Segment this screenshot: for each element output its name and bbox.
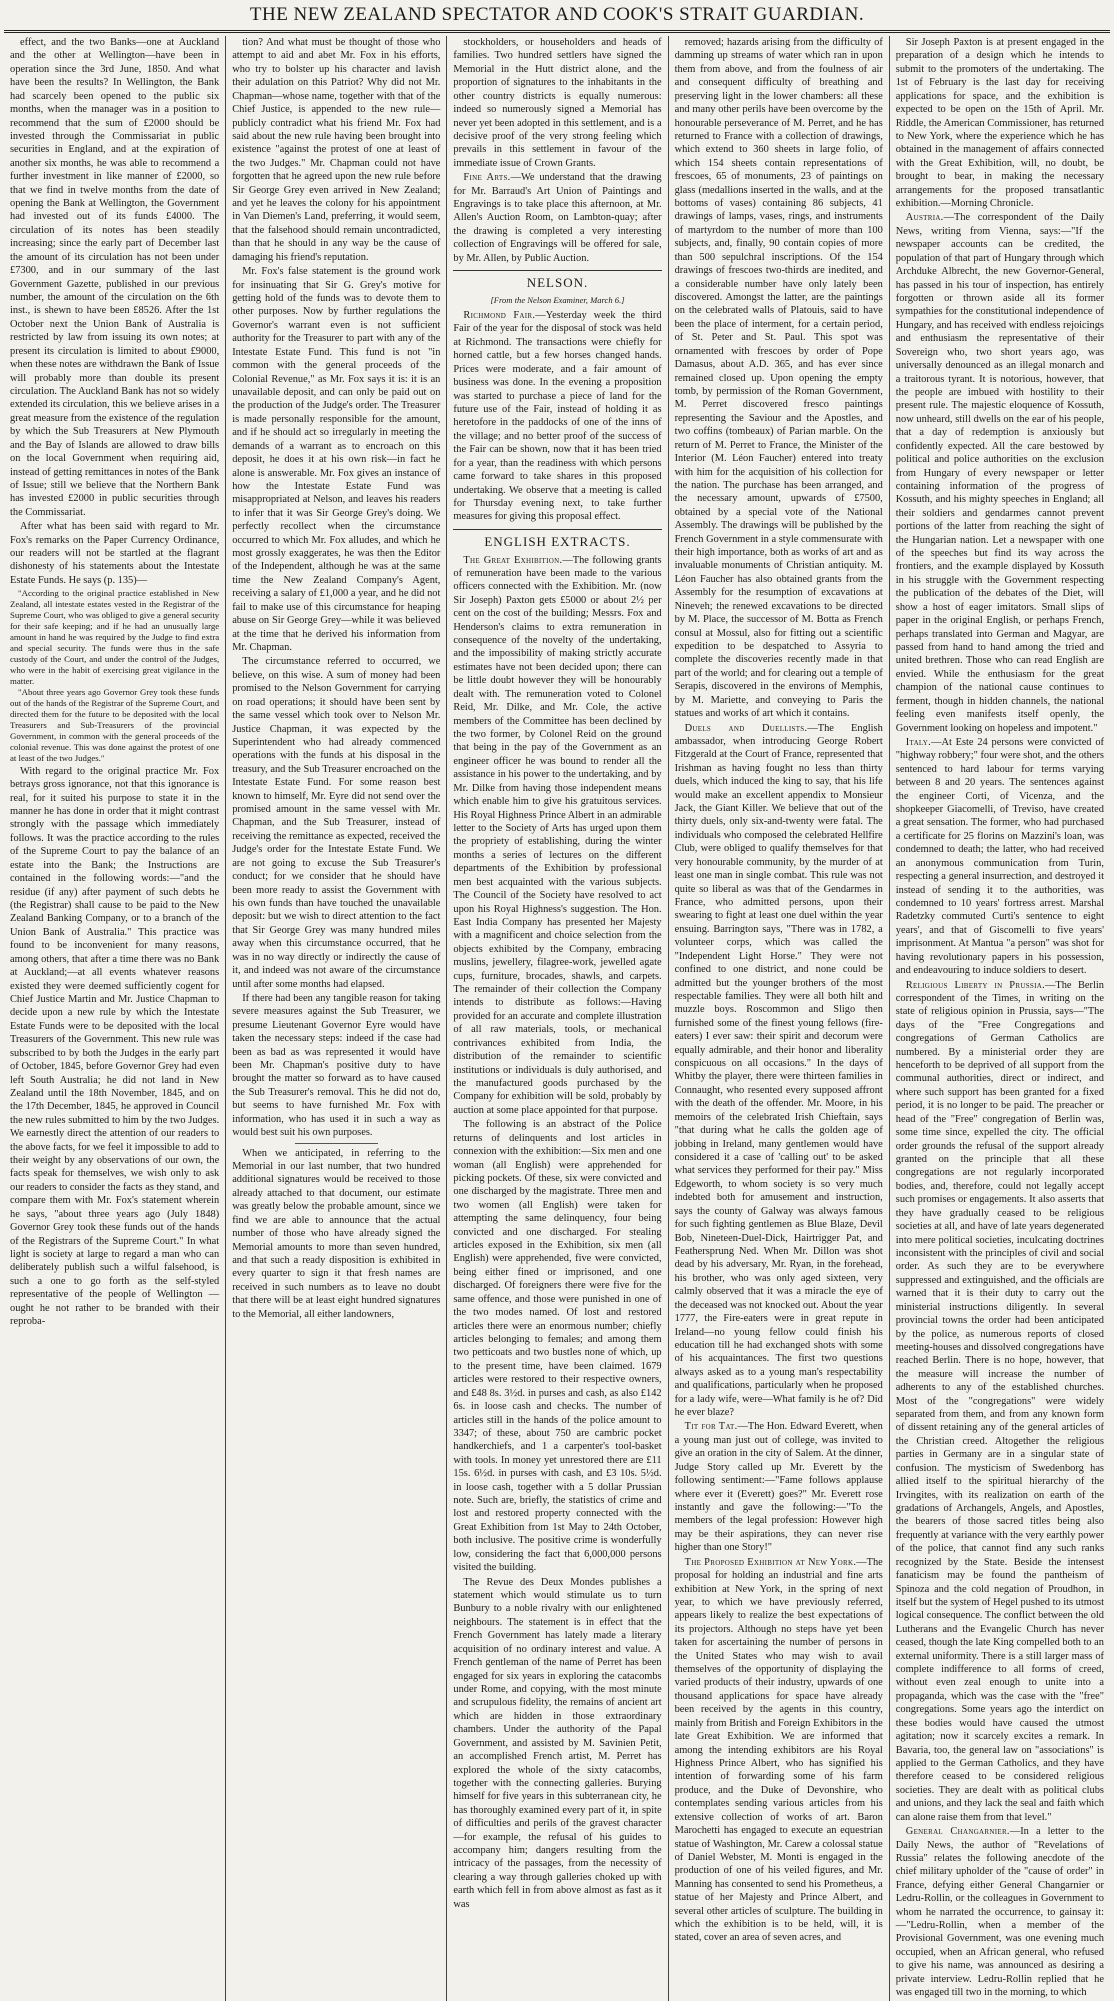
column-3 (446, 36, 667, 2001)
article-heading: Fine Arts. (463, 172, 511, 184)
article-heading: General Changarnier. (905, 1826, 1010, 1838)
column-5 (889, 36, 1110, 2001)
italy-paragraph (896, 736, 1104, 978)
paragraph: After what has been said with regard to Mr. Fox's remarks on the Paper Currency Ordinance, our readers will not be startled at the flagrant dishonesty of his statements about the Intestate Estate Funds. He says (p. 135)— (10, 521, 220, 586)
quoted-paragraph: "About three years ago Governor Grey took these funds out of the hands of the Registrar of the Supreme Court, and directed them for the future to be deposited with the local Treasurers and Sub-Treasurers of the provincial Government, in common with the general proceeds of the colonial revenue. This was done against the protest of one at least of the two Judges." (10, 687, 220, 763)
paragraph: Mr. Fox's false statement is the ground work for insinuating that Sir G. Grey's motive for getting hold of the funds was to devote them to other purposes. Now by further regulations the Governor's warrant even is not sufficient authority for the Treasurer to part with any of the Intestate Estate Fund. This fund is not "in common with the general proceeds of the Colonial Revenue," as Mr. Fox says it is: it is an unavailable deposit, and can only be paid out on the production of the Judge's order. The Treasurer is made personally responsible for the amount, and if he should act so irregularly in meeting the demands of a warrant as to encroach on this deposit, he does it at his own risk—in fact he alone is answerable. Mr. Fox gives an instance of how the Intestate Estate Fund was misappropriated at Nelson, and leaves his readers to infer that it was Sir George Grey's doing. We perfectly recollect when the circumstance occurred to which Mr. Fox alludes, and which he most grossly exaggerates, he was then the Editor of the Independent, although he was at the same time the New Zealand Company's Agent, receiving a salary of £1,000 a year, and he did not fail to make use of this circumstance for heaping abuse on Sir George Grey—while it was believed at the time that he derived his information from Mr. Chapman. (232, 266, 441, 653)
article-text: —The Hon. Edward Everett, when a young man just out of college, was invited to give an oration in the city of Salem. At the dinner, Judge Story called up Mr. Everett by the following sentiment:—"Fame follows applause where ever it (Everett) goes?" Mr. Everett rose instantly and gave the following:—"To the members of the legal profession: However high may be their aspirations, they can never rise higher than one Story!" (674, 1421, 883, 1554)
article-text: —The proposal for holding an industrial and fine arts exhibition at New York, in the spring of next year, to which we have previously referred, appears likely to realize the best expectations of its projectors. Although no steps have yet been taken for ascertaining the number of persons in the United States who may wish to avail themselves of the opportunity of displaying the varied products of their industry, upwards of one thousand applications for space have already been received by the agents in this country, mainly from British and Foreign Exhibitors in the late Great Exhibition. We are informed that among the intending exhibitors are his Royal Highness Prince Albert, who has signified his intention of forwarding some of his farm produce, and the Duke of Devonshire, who contemplates sending various articles from his extensive collection of works of art. Baron Marochetti has engaged to execute an equestrian statue of Washington, Mr. Carew a colossal statue of Daniel Webster, M. Monti is engaged in the production of one of his veiled figures, and Mr. Manning has consented to send his Prometheus, a statue of her Majesty and Prince Albert, and several other articles of sculpture. The building in which the exhibition is to be held, will, it is stated, cover an area of seven acres, and (674, 1556, 883, 1944)
article-text: —The English ambassador, when introducing George Robert Fitzgerald at the Court of France, represented that Irishman as having fought no less than thirty duels, which induced the king to say, that his life would make an excellent appendix to Monsieur Jack, the Giant Killer. We believe that out of the thirty duels, only six-and-twenty were fatal. The individuals who composed the celebrated Hellfire Club, were obliged to qualify themselves for that very honourable community, by the murder of at least one man in single combat. This rule was not quite so liberal as was that of the Gendarmes in France, who admitted persons, upon their swearing to fight at least one duel within the year ensuing. Barrington says, "There was in 1782, a volunteer corps, which was called the "Independent Light Horse." They were not confined to one district, and none could be admitted but the younger brothers of the most respectable families. They were all both hilt and muzzle boys. Roscommon and Sligo then furnished some of the finest young fellows (fire-eaters) I ever saw: their spirit and decorum were equally admirable, and their honor and liberality conspicuous on all occasions." In the days of Whitby the player, there were thirteen families in Connaught, who resented every supposed affront with the death of the offender. Mr. Moore, in his memoirs of the celebrated Irish Chieftain, says "that during what he calls the golden age of jobbing in Ireland, many gentlemen would have considered it a case of 'calling out' to be asked what services they performed for their pay." Miss Edgeworth, to whom society is so very much indebted both for amusement and instruction, says the county of Galway was always famous for such fighting gentlemen as Blue Blaze, Devil Bob, Nineteen-Duel-Dick, Hairtrigger Pat, and Feathersprung Ned. When Mr. Dillon was shot dead by his adversary, Mr. Ryan, in the forehead, his brother, who was only aged sixteen, very calmly observed that it was a miracle the eye of the deceased was not knocked out. About the year 1777, the Fire-eaters were in great repute in Ireland—no young fellow could finish his education till he had exchanged shots with some of his acquaintances. The first two questions always asked as to a young man's respectability and qualifications, particularly when he proposed for a lady wife, were—What family is he of? Did he ever blaze? (674, 722, 883, 1419)
article-text: —We understand that the drawing for Mr. Barraud's Art Union of Paintings and Engravings is to take place this afternoon, at Mr. Allen's Auction Room, on Lambton-quay; after the drawing is completed a very interesting collection of Engravings will be offered for sale, by Mr. Allen, by Public Auction. (453, 172, 662, 264)
paragraph: When we anticipated, in referring to the Memorial in our last number, that two hundred additional signatures would be received to those already attached to that document, our estimate was greatly below the probable amount, since we find we are able to announce that the actual number of those who have already signed the Memorial amounts to more than seven hundred, and that such a ready disposition is exhibited in every quarter to sign it that fresh names are received in such numbers as to leave no doubt that there will be at least eight hundred signatures to the Memorial, all either landowners, (232, 1147, 441, 1320)
columns (4, 36, 1110, 1999)
section-title-english-extracts: ENGLISH EXTRACTS. (453, 529, 661, 553)
column-2 (225, 36, 446, 2001)
paragraph: effect, and the two Banks—one at Auckland and the other at Wellington—have been in operation since the 3rd June, 1850. And what have been the results? In Wellington, the Bank had scarcely been opened to the public six months, when the manager was in a position to recommend that the sum of £2000 should be invested through the Commissariat in public securities in England, and at the expiration of another six months, he was able to recommend a further investment in like manner of £2000, so that we find in twelve months from the date of opening the Bank at Wellington, the Government had invested out of its funds £4000. The circulation of its notes has been steadily increasing; since the early part of December last the amount of its circulation has not been under £7300, and in our summary of the last Government Gazette, published in our previous number, the amount of the circulation on the 6th inst., is shewn to have been £8526. After the 1st October next the Union Bank of Australia is restricted by law from issuing its own notes; at present its circulation is limited to about £9000, when these notes are withdrawn the Bank of Issue will probably more than double its present circulation. The Auckland Bank has not so widely extended its circulation, this we believe arises in a great measure from the existence of the regulation by which the Sub Treasurers at New Plymouth and the Bay of Islands are allowed to draw bills on the local Government when requiring aid, instead of getting remittances in notes of the Bank of Issue; still we believe that the Northern Bank has invested £2000 in public securities through the Commissariat. (10, 37, 220, 518)
paragraph: removed; hazards arising from the difficulty of damming up streams of water which ran in upon them from above, and from the foulness of air and consequent difficulty of breathing and preserving light in the lower chambers: all these and many other perils have been overcome by the honourable perseverance of M. Perret, and he has returned to France with a collection of drawings, which extend to 360 sheets in large folio, of which 154 sheets contain representations of frescoes, 65 of monuments, 23 of paintings on glass (medallions inserted in the walls, and at the bottoms of vases) containing 86 subjects, 41 drawings of lamps, vases, rings, and instruments of martyrdom to the number of more than 100 subjects, and, finally, 90 contain copies of more than 500 sepulchral inscriptions. Of the 154 drawings of frescoes two-thirds are inedited, and a considerable number have only lately been discovered. Amongst the latter, are the paintings on the celebrated walls of Platouis, said to have been the place of interment, for a certain period, of St. Peter and St. Paul. This spot was ornamented with frescoes by order of Pope Damasus, about A.D. 365, and has ever since remained closed up. Upon opening the empty tomb, by permission of the Roman Government, M. Perret discovered fresco paintings representing the Saviour and the Apostles, and two coffins (tombeaux) of Parian marble. On the return of M. Perret to France, the Minister of the Interior (M. Léon Faucher) entered into treaty with him for the acquisition of his collection for the nation. The purchase has been arranged, and the necessary amount, upwards of £7500, obtained by a special vote of the National Assembly. The drawings will be published by the French Government in a style commensurate with their high importance, both as works of art and as invaluable monuments of Christian antiquity. M. Léon Faucher has also obtained grants from the Assembly for the resumption of excavations at Nineveh; the renewed excavations to be directed by M. Place, the successor of M. Botta as French consul at Mossul, also for fitting out a scientific expedition to be despatched to Assyria to complete the discoveries recently made in that part of the world; and for clearing out a temple of Serapis, discovered in the environs of Memphis, by M. Mariette, and conveying to Paris the statues and works of art which it contains. (674, 37, 883, 720)
exhibition-ny-paragraph (675, 1556, 883, 1945)
paragraph: With regard to the original practice Mr. Fox betrays gross ignorance, not that this ignorance is real, for it suited his purpose to state it in the manner he has done in order that it might contrast strongly with the passage which immediately follows. It was the practice according to the rules of the Supreme Court to pay the balance of an estate into the Bank; the Instructions are contained in the following words:—"and the residue (if any) after payment of such debts he (the Registrar) shall cause to be paid to the New Zealand Banking Company, or to a branch of the Union Bank of Australia." This practice was found to be inconvenient for many reasons, among others, that after a time there was no Bank at Auckland;—at all events whatever reasons existed they were deemed sufficiently cogent for Chief Justice Martin and Mr. Justice Chapman to decide upon a new rule by which the Intestate Estate Funds were to be deposited with the local Treasurers of the Government. This new rule was subscribed to by both the Judges in the early part of October, 1845, before Governor Grey had even left South Australia; he did not land in New Zealand until the 18th November, 1845, and on the 17th December, 1845, he approved in Council the new rules submitted to him by the two Judges. We earnestly direct the attention of our readers to the above facts, for we feel it impossible to add to their weight by any observations of our own, the facts speak for themselves, we wish only to ask our readers to consider the facts as they stand, and compare them with Mr. Fox's statement wherein he says, "about three years ago (July 1848) Governor Grey took these funds out of the hands of the Registrars of the Supreme Court." In what light is society at large to regard a man who can deliberately publish such a wilful falsehood, is such a one to go forth as the self-styled representative of the people of Wellington — ought he not rather to be branded with their reproba- (10, 765, 220, 1328)
paragraph: The following is an abstract of the Police returns of delinquents and lost articles in connexion with the exhibition:—Six men and one woman (all English) were apprehended for picking pockets. Of these, six were convicted and one discharged by the magistrate. Three men and two women (all English) were taken for attempting the same delinquency, four being convicted and one discharged. For stealing articles exposed in the Exhibition, six men (all English) were apprehended, five were convicted, being either fined or imprisoned, and one discharged. Of foreigners there were five for the same offence, and those were punished in one of the two modes named. Of lost and restored articles there were an enormous number; chiefly articles belonging to females; and among them two petticoats and two bustles none of which, up to the present time, have been claimed. 1679 articles were restored to their respective owners, and £48 8s. 3½d. in purses and cash, as also £142 6s. in loose cash and checks. The number of articles still in the hands of the police amount to 3347; of these, about 750 are cambric pocket handkerchiefs, and 1 a carpenter's tool-basket with tools. In money yet unrestored there are £11 15s. 6½d. in purses with cash, and £3 10s. 5½d. in loose cash, together with a 5 dollar Prussian note. Such are, briefly, the statistics of crime and lost and restored property connected with the Great Exhibition from 1st May to 24th October, both inclusive. The positive crime is wonderfully low, considering the fact that 6,000,000 persons visited the building. (453, 1119, 662, 1574)
article-text: —At Este 24 persons were convicted of "highway robbery;" four were shot, and the others sentenced to hard labour for terms varying between 8 and 20 years. The sentences against the engineer Corti, of Vicenza, and the shopkeeper Giacomelli, of Treviso, have created a great sensation. The former, who had purchased a certificate for 25 florins on Mazzini's loan, was condemned to death; the latter, who had received an anonymous communication from Turin, respecting a general insurrection, and destroyed it instead of sending it to the authorities, was condemned to 10 years' fortress arrest. Marshal Radetzky commuted Curti's sentence to eight years', and that of Giscomelli to five years' imprisonment. At Mantua "a person" was shot for having revolutionary papers in his possession, and endeavouring to induce soldiers to desert. (895, 736, 1104, 977)
article-text: —The Berlin correspondent of the Times, in writing on the state of religious opinion in Prussia, says—"The days of the "Free Congregations and congregations of German Catholics are numbered. By a ministerial order they are henceforth to be deprived of all support from the communal authorities, direct or indirect, and where such support has been granted for a fixed period, it is no longer to be paid. The preacher or head of the "Free" congregation of Berlin was, some time since, expelled the city. The official order grounds the refusal of the support already granted on the principle that all these congregations are not regularly incorporated bodies, and, therefore, could not legally accept such promises or engagements. It also asserts that they have gradually ceased to be religious societies at all, and have of late years degenerated into mere political societies, inculcating doctrines inconsistent with the principles of civil and social order. As such they are to be everywhere suppressed and extinguished, and the officials are warned that it is their duty to carry out the ministerial instructions diligently. In several provincial towns the order had been anticipated by the police, as numerous reports of closed meeting-houses and dissolved congregations have reached Berlin. There is no hope, however, that the measure will increase the number of adherents to any of the established churches. Most of the "congregations" were widely separated from them, and from any known form of dissent retaining any of the general articles of the Christian creed. Altogether the religious parties in Germany are in a singular state of confusion. The mysticism of Swedenborg has allied itself to the spiritual hierarchy of the Irvingites, with its realization on earth of the gradations of Archangels, Angels, and Apostles, the bearers of those sacred titles being also frequently at variance with the very earthly power of the police, that cannot find any such ranks recognized by the State. Beside the intensest fanaticism may be found the pantheism of Spinoza and the cold negation of Proudhon, in itself but the system of Hegel pushed to its utmost logical consequence. The conflict between the old Lutherans and the Evangelic Church has never ceased, though the late King compelled both to an external uniformity. There is a still larger mass of complete indifference to all forms of creed, without even zeal enough to unite into a propaganda, which was the case with the "free" congregations. Some years ago the interdict on these bodies would have caused the utmost agitation; now it scarcely excites a remark. In Bavaria, too, the general law on "associations" is applied to the German Catholics, and they have therefore ceased to be considered religious societies. They are dealt with as political clubs and unions, and they lack the seal and faith which can alone raise them from that level." (895, 979, 1104, 1823)
richmond-fair-paragraph (453, 309, 661, 524)
column-1 (4, 36, 225, 2001)
masthead (4, 0, 1110, 33)
masthead-title: THE NEW ZEALAND SPECTATOR AND COOK'S STRAIT GUARDIAN. (249, 4, 865, 25)
section-title-nelson: NELSON. (453, 270, 661, 294)
article-heading: Tit for Tat. (684, 1421, 738, 1433)
paragraph: stockholders, or householders and heads of families. Two hundred settlers have signed the Memorial in the Hutt district alone, and the proportion of signatures to the inhabitants in the other country districts is equally numerous: indeed so numerously signed a Memorial has never yet been adopted in this settlement, and is a decisive proof of the very strong feeling which prevails in this settlement in favour of the immediate issue of Crown Grants. (453, 37, 662, 169)
paragraph: Sir Joseph Paxton is at present engaged in the preparation of a design which he intends to submit to the promoters of the undertaking. The 1st of February is the last day for receiving applications for space, and the exhibition is expected to be open on the 15th of April. Mr. Riddle, the American Commissioner, has returned to New York, where the experience which he has obtained in the management of affairs connected with the Great Exhibition, will, no doubt, be brought to bear, in making the necessary arrangements for the proposed transatlantic exhibition.—Morning Chronicle. (895, 37, 1104, 210)
article-text: —The following grants of remuneration have been made to the various officers connected with the Exhibition. Mr. (now Sir Joseph) Paxton gets £5000 or about 2½ per cent on the cost of the building; Messrs. Fox and Henderson's claims to extra remuneration in consequence of the novelty of the undertaking, and the impossibility of making strictly accurate estimates have not been decided upon; there can be little doubt however they will be honourably dealt with. The remuneration voted to Colonel Reid, Mr. Dilke, and Mr. Cole, the active members of the Committee has been declined by the two former, by Colonel Reid on the ground that being in the pay of the Government as an engineer officer he was bound to render all the assistance in his power to the undertaking, and by Mr. Dilke from having those independent means which enable him to give his gratuitous services. His Royal Highness Prince Albert in an admirable letter to the Society of Arts has urged upon them the propriety of establishing, during the winter months a series of lectures on the different departments of the Exhibition by professional men best acquainted with the various subjects. The Council of the Society have resolved to act upon his Royal Highness's suggestion. The Hon. East India Company has presented her Majesty with a magnificent and choice selection from the objects exhibited by the Company, embracing muslins, jewellery, filagree-work, jewelled agate cups, furniture, brocades, shawls, and carpets. The remainder of their collection the Company intends to distribute as follows:—Having provided for an accurate and complete illustration of all raw materials, tools, or mechanical contrivances exhibited from India, the distribution of the remainder to scientific institutions or individuals is duly authorised, and the manufactured goods purchased by the Company for exhibition will be sold, probably by auction at some place appointed for that purpose. (453, 554, 662, 1116)
divider (295, 1143, 378, 1144)
paragraph: The Revue des Deux Mondes publishes a statement which would stimulate us to turn Bunbury to a noble rivalry with our enlightened neighbours. The statement is in effect that the French Government has lately made a literary acquisition of no ordinary interest and value. A French gentleman of the name of Perret has been engaged for six years in exploring the catacombs under Rome, and copying, with the most minute and scrupulous fidelity, the remains of ancient art which are hidden in those extraordinary chambers. Under the authority of the Papal Government, and assisted by M. Savinien Petit, an accomplished French artist, M. Perret has explored the whole of the sixty catacombs, together with the connecting galleries. Burying himself for five years in this subterranean city, he has thoroughly examined every part of it, in spite of difficulties and perils of the gravest character—for example, the refusal of his guides to accompany him; dangers resulting from the intricacy of the passages, from the necessity of clearing a way through galleries choked up with earth which fell in from above almost as fast as it was (453, 1576, 662, 1910)
fine-arts-paragraph (453, 171, 661, 265)
austria-paragraph (896, 211, 1104, 734)
article-text: —The correspondent of the Daily News, writing from Vienna, says:—"If the newspaper accounts can be credited, the population of that part of Hungary through which Archduke Albrecht, the new Governor-General, has passed in his tour of inspection, has entirely forgotten or thrown aside all its former sympathies for the constitutional independence of Hungary, and has received with endless rejoicings and enthusiasm the representative of their Sovereign who, two short years ago, was universally denounced as an illegal monarch and a traitorous tyrant. It is notorious, however, that the people are imbued with hostility to their present rule. The majestic eloquence of Kossuth, now unheard, still dwells on the ear of his people, that a day of redemption is anxiously but confidently expected. All the care bestowed by political and police authorities on the exclusion from Hungary of every newspaper or letter containing information of the progress of Kossuth, and his mighty speeches in England; all their soldiers and gendarmes cannot prevent portions of the latter from reaching the sight of the Hungarian nation. Let a newspaper with one of the speeches but find its way across the frontiers, and the example displayed by Kossuth in his struggle with the Government respecting the publication of the debates of the Diet, will show a host of eager imitators. Small slips of paper in the original English, or perhaps French, perhaps translated into German and Magyar, are passed from hand to hand among the tried and united brethren. Those who can read English are envied. While the enthusiasm for the great champion of the national cause continues to ferment, though in hidden channels, the national feeling even manifests itself openly, the Government looking on hopeless and impotent." (895, 212, 1104, 734)
article-heading: The Proposed Exhibition at New York. (684, 1556, 857, 1568)
paragraph: The circumstance referred to occurred, we believe, on this wise. A sum of money had been promised to the Nelson Government for carrying on road operations; it should have been sent by the same vessel which took over to Nelson Mr. Justice Chapman, it was expected by the Superintendent who had already commenced operations with the funds at his disposal in the treasury, and the Sub Treasurer encroached on the Intestate Estate Fund. For some reason best known to himself, Mr. Eyre did not send over the promised amount in the same vessel with Mr. Chapman, and the Sub Treasurer, instead of receiving the remittance as expected, received the Judge's order for the Intestate Estate Fund. We are not going to excuse the Sub Treasurer's conduct; for we consider that he should have been more ready to assist the Government with his own funds than have touched the unavailable deposit: but we wish to direct attention to the fact that Sir George Grey was many hundred miles away when this circumstance occurred, that he was in no way directly or indirectly the cause of it, and indeed was not aware of the circumstance until after some months had elapsed. (232, 656, 441, 990)
article-heading: Duels and Duellists. (684, 722, 808, 734)
column-4 (668, 36, 889, 2001)
article-heading: The Great Exhibition. (463, 554, 563, 566)
article-heading: Richmond Fair. (463, 310, 536, 322)
duels-paragraph (675, 722, 883, 1420)
prussia-paragraph (896, 979, 1104, 1825)
article-heading: Religious Liberty in Prussia. (905, 979, 1045, 991)
article-text: —Yesterday week the third Fair of the year for the disposal of stock was held at Richmond. The transactions were chiefly for horned cattle, but a few horses changed hands. Prices were moderate, and a fair amount of business was done. In the evening a proposition was started to purchase a piece of land for the future use of the Fair, instead of holding it as heretofore in the paddocks of one of the inns of the village; and no better proof of the success of the Fair can be shown, now that it has been tried for a year, than the readiness with which persons came forward to take shares in this proposed undertaking. We observe that a meeting is called for Thursday evening next, to take further measures for giving this proposal effect. (453, 310, 662, 523)
article-heading: Austria. (905, 212, 944, 224)
article-heading: Italy. (905, 736, 932, 748)
paragraph: If there had been any tangible reason for taking severe measures against the Sub Treasurer, we presume Lieutenant Governor Eyre would have taken the necessary steps: indeed if the case had been as bad as was represented it would have been Mr. Chapman's positive duty to have brought the matter so forward as to have caused the Sub Treasurer's removal. This he did not do, but seems to have furnished Mr. Fox with information, who has used it in such a way as would best suit his own purposes. (232, 992, 441, 1139)
tit-for-tat-paragraph (675, 1420, 883, 1554)
great-exhibition-paragraph (453, 554, 661, 1118)
dateline: [From the Nelson Examiner, March 6.] (490, 294, 625, 305)
quoted-paragraph: "According to the original practice established in New Zealand, all intestate estates vested in the Registrar of the Supreme Court, who was obliged to give a general security for their safe keeping; and if he had an unusually large amount in hand he was required by the Judge to find extra and special security. The funds were thus in the safe custody of the Court, and under the control of the Judges, who were in the habit of exercising great vigilance in the matter. (10, 588, 220, 686)
article-text: —In a letter to the Daily News, the author of "Revelations of Russia" relates the following anecdote of the chief military upholder of the "cause of order" in France, defying either General Changarnier or Ledru-Rollin, or the colleagues in Government to whom he narrated the occurrence, to gainsay it:—"Ledru-Rollin, when a member of the Provisional Government, was one evening much occupied, when an African general, who refused to give his name, was announced as desiring a private interview. Ledru-Rollin replied that he was engaged till two in the morning, to which (895, 1826, 1104, 1999)
paragraph: tion? And what must be thought of those who attempt to aid and abet Mr. Fox in his efforts, who try to bolster up his character and lavish their adulation on this Patriot? Why did not Mr. Chapman—whose name, together with that of the Chief Justice, is appended to the new rule—publicly contradict what his friend Mr. Fox had said about the new rule having been brought into existence "against the protest of one at least of the two Judges." Mr. Chapman could not have forgotten that he agreed upon the new rule before Sir George Grey even arrived in New Zealand; and yet he leaves the colony for his appointment in Van Diemen's Land, preferring, it would seem, that the falsehood should remain uncontradicted, than that he should in any way be the cause of damaging his friend's reputation. (232, 37, 441, 263)
changarnier-paragraph (896, 1825, 1104, 1999)
